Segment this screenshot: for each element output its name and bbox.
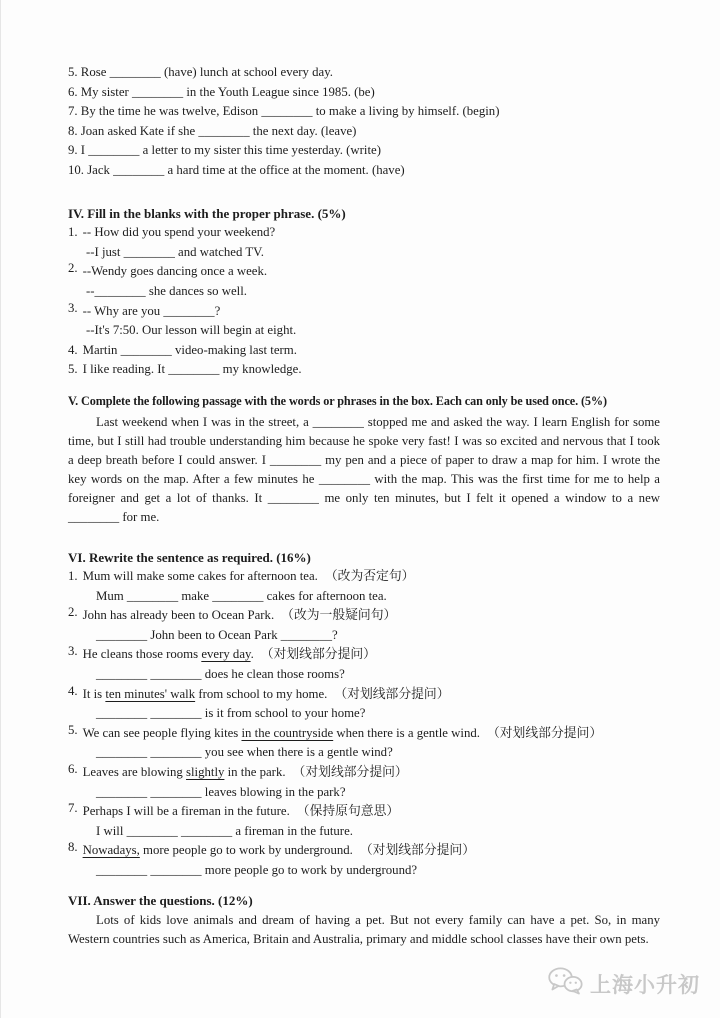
item-number: 1. <box>68 569 78 584</box>
underlined-phrase: ten minutes' walk <box>105 686 196 701</box>
exercise-line: 7. By the time he was twelve, Edison ________ to make a living by himself. (begin) <box>68 104 500 119</box>
item-number: 7. <box>68 801 78 816</box>
item-number: 6. <box>68 762 78 777</box>
section-iv-title: IV. Fill in the blanks with the proper phrase. (5%) <box>68 205 346 221</box>
watermark <box>547 966 700 1001</box>
line-text: --________ she dances so well. <box>86 283 247 298</box>
chinese-instruction: （对划线部分提问） <box>292 765 408 780</box>
sentence-post: more people go to work by underground. <box>139 843 353 858</box>
rewrite-sentence <box>68 724 660 744</box>
rewrite-answer: Mum ________ make ________ cakes for afternoon tea. <box>96 588 387 603</box>
rewrite-sentence <box>68 841 660 861</box>
line-text: --Wendy goes dancing once a week. <box>82 264 268 279</box>
sentence-pre: Leaves are blowing <box>82 765 187 780</box>
rewrite-answer: ________ ________ does he clean those rooms? <box>96 667 345 682</box>
section-vii-title: VII. Answer the questions. (12%) <box>68 892 253 908</box>
exercise-line: 8. Joan asked Kate if she ________ the next day. (leave) <box>68 123 357 138</box>
exercise-line <box>68 262 660 282</box>
sentence-post: . <box>250 647 254 662</box>
sentence-post: from school to my home. <box>195 686 328 701</box>
verb-form-items <box>68 63 660 181</box>
section-vi <box>68 548 660 881</box>
exercise-line <box>68 243 660 263</box>
chinese-instruction: （改为一般疑问句） <box>281 608 397 623</box>
chinese-instruction: （保持原句意思） <box>296 804 400 819</box>
chinese-instruction: （对划线部分提问） <box>486 725 603 740</box>
underlined-phrase: Nowadays, <box>82 843 140 858</box>
rewrite-sentence <box>68 567 660 587</box>
item-number: 8. <box>68 840 78 855</box>
item-number: 2. <box>68 605 78 620</box>
line-text: -- Why are you ________? <box>82 303 221 318</box>
chinese-instruction: （改为否定句） <box>324 569 415 584</box>
item-number: 5. <box>68 722 78 737</box>
rewrite-answer: ________ ________ leaves blowing in the park? <box>96 784 346 799</box>
item-number: 2. <box>68 261 78 276</box>
exercise-line <box>68 302 660 322</box>
item-number: 4. <box>68 683 78 698</box>
chinese-instruction: （对划线部分提问） <box>260 647 376 662</box>
rewrite-answer: I will ________ ________ a fireman in the future. <box>96 823 353 838</box>
item-number: 4. <box>68 342 78 357</box>
watermark-text: 上海小升初 <box>590 973 700 997</box>
rewrite-answer: ________ ________ you see when there is a gentle wind? <box>96 745 393 760</box>
rewrite-sentence <box>68 645 660 665</box>
exercise-line <box>68 360 660 380</box>
exercise-line: 10. Jack ________ a hard time at the office at the moment. (have) <box>68 162 405 177</box>
chinese-instruction: （对划线部分提问） <box>359 843 476 858</box>
sentence-pre: Perhaps I will be a fireman in the future. <box>82 804 290 819</box>
item-number: 1. <box>68 225 78 240</box>
line-text: Martin ________ video-making last term. <box>82 342 297 357</box>
sentence-post: in the park. <box>224 765 286 780</box>
item-number: 3. <box>68 300 78 315</box>
section-vii <box>68 891 660 950</box>
rewrite-sentence <box>68 802 660 822</box>
rewrite-sentence <box>68 685 660 705</box>
rewrite-sentence <box>68 763 660 783</box>
section-iv <box>68 204 660 380</box>
underlined-phrase: in the countryside <box>241 725 334 740</box>
rewrite-answer: ________ John been to Ocean Park ________? <box>96 627 338 642</box>
rewrite-sentence <box>68 606 660 626</box>
section-v <box>68 392 660 527</box>
underlined-phrase: every day <box>201 647 251 662</box>
item-number: 3. <box>68 644 78 659</box>
exercise-line: 6. My sister ________ in the Youth League since 1985. (be) <box>68 84 375 99</box>
exercise-line: 9. I ________ a letter to my sister this time yesterday. (write) <box>68 143 381 158</box>
sentence-pre: He cleans those rooms <box>82 647 202 662</box>
sentence-pre: Mum will make some cakes for afternoon tea. <box>82 569 318 584</box>
exercise-line <box>68 341 660 361</box>
sentence-pre: We can see people flying kites <box>82 725 242 740</box>
line-text: -- How did you spend your weekend? <box>82 225 276 240</box>
section-v-title: V. Complete the following passage with the words or phrases in the box. Each can only be used once. (5%) <box>68 393 607 408</box>
exercise-line <box>68 223 660 243</box>
sentence-post: when there is a gentle wind. <box>333 725 480 740</box>
chinese-instruction: （对划线部分提问） <box>334 686 450 701</box>
line-text: --It's 7:50. Our lesson will begin at eight. <box>86 323 297 338</box>
reading-passage: Lots of kids love animals and dream of having a pet. But not every family can have a pet. So, in many Western countries such as America, Britain and Australia, primary and middle school classes have their own pets. <box>68 913 660 947</box>
exercise-line <box>68 321 660 341</box>
underlined-phrase: slightly <box>186 765 225 780</box>
section-vi-title: VI. Rewrite the sentence as required. (16%) <box>68 549 311 565</box>
exercise-line <box>68 282 660 302</box>
sentence-pre: John has already been to Ocean Park. <box>82 608 275 623</box>
exercise-line: 5. Rose ________ (have) lunch at school every day. <box>68 65 333 79</box>
wechat-icon <box>547 966 583 1001</box>
line-text: --I just ________ and watched TV. <box>86 244 264 259</box>
item-number: 5. <box>68 362 78 377</box>
sentence-pre: It is <box>82 686 106 701</box>
rewrite-answer: ________ ________ is it from school to your home? <box>96 706 366 721</box>
cloze-passage: Last weekend when I was in the street, a ________ stopped me and asked the way. I learn English for some time, but I still had trouble understanding him because he spoke very fast! I was so excited and nervous that I took a deep breath before I could answer. I ________ my pen and a piece of paper to draw a map for him. I wrote the key words on the map. After a few minutes he ________ with the map. This was the first time for me to help a foreigner and get a lot of thanks. It ________ me only ten minutes, but I felt it opened a window to a new ________ for me. <box>68 414 660 524</box>
rewrite-answer: ________ ________ more people go to work by underground? <box>96 863 418 877</box>
line-text: I like reading. It ________ my knowledge. <box>82 362 302 377</box>
